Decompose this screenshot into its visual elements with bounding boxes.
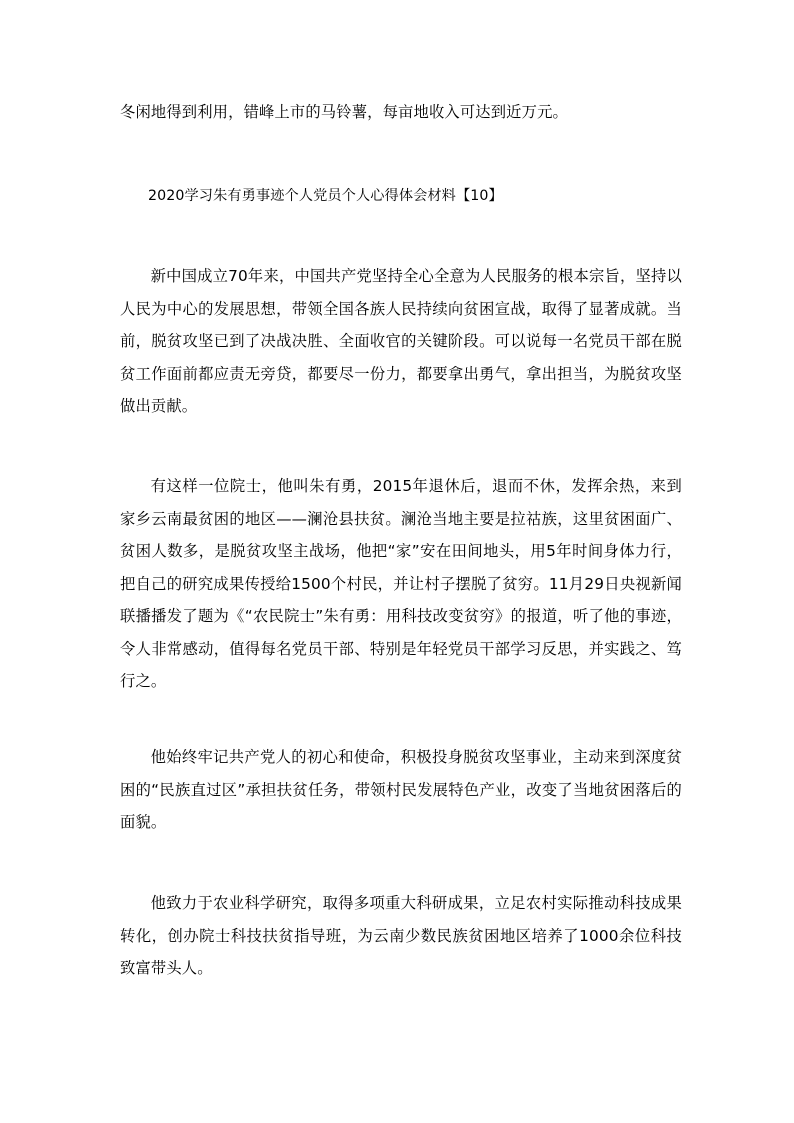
paragraph: 有这样一位院士，他叫朱有勇，2015年退休后，退而不休，发挥余热，来到家乡云南最贫困的地区——澜沧县扶贫。澜沧当地主要是拉祜族，这里贫困面广、贫困人数多，是脱贫攻坚主战场，他把“家”安在田间地头，用5年时间身体力行，把自己的研究成果传授给1500个村民，并让村子摆脱了贫穷。11月29日央视新闻联播播发了题为《“农民院士”朱有勇：用科技改变贫穷》的报道，听了他的事迹，令人非常感动，值得每名党员干部、特别是年轻党员干部学习反思，并实践之、笃行之。 <box>120 477 682 690</box>
paragraph: 他致力于农业科学研究，取得多项重大科研成果，立足农村实际推动科技成果转化，创办院士科技扶贫指导班，为云南少数民族贫困地区培养了1000余位科技致富带头人。 <box>120 894 682 977</box>
section-heading: 2020学习朱有勇事迹个人党员个人心得体会材料【10】 <box>148 188 503 204</box>
paragraph: 他始终牢记共产党人的初心和使命，积极投身脱贫攻坚事业，主动来到深度贫困的“民族直过区”承担扶贫任务，带领村民发展特色产业，改变了当地贫困落后的面貌。 <box>120 748 682 831</box>
paragraph-continuation: 冬闲地得到利用，错峰上市的马铃薯，每亩地收入可达到近万元。 <box>120 103 568 121</box>
paragraph: 新中国成立70年来，中国共产党坚持全心全意为人民服务的根本宗旨，坚持以人民为中心的发展思想，带领全国各族人民持续向贫困宣战，取得了显著成就。当前，脱贫攻坚已到了决战决胜、全面收官的关键阶段。可以说每一名党员干部在脱贫工作面前都应责无旁贷，都要尽一份力，都要拿出勇气，拿出担当，为脱贫攻坚做出贡献。 <box>120 267 682 415</box>
